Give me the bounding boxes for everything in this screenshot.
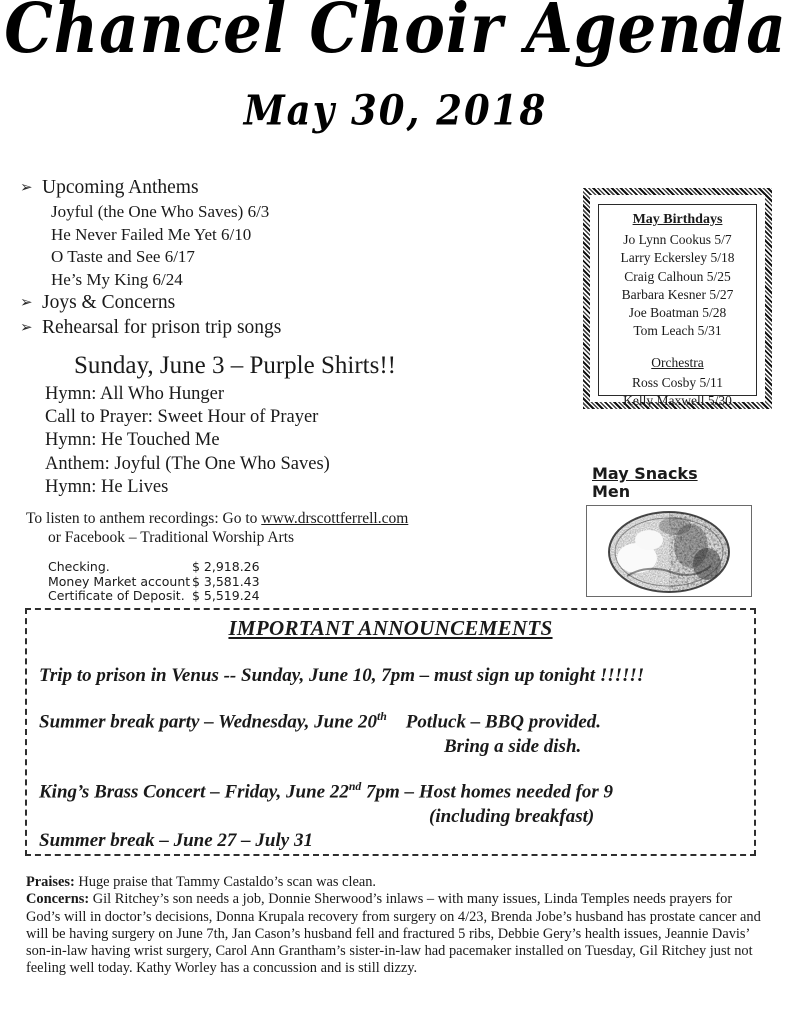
birthdays-box <box>583 188 772 409</box>
agenda-list <box>20 176 440 341</box>
orchestra-title: Orchestra <box>651 355 704 371</box>
service-order-item: Hymn: He Touched Me <box>45 430 220 451</box>
announcement-kings-brass-rest: 7pm – Host homes needed for 9 <box>361 781 614 803</box>
account-label: Certificate of Deposit. <box>48 588 185 604</box>
announcement-including-breakfast: (including breakfast) <box>429 806 595 827</box>
snacks-subtitle-text: Men <box>592 482 631 501</box>
agenda-item-upcoming-anthems <box>20 176 440 201</box>
table-row <box>48 589 282 604</box>
announcement-prison-trip: Trip to prison in Venus -- Sunday, June 10, 7pm – must sign up tonight !!!!!! <box>39 665 645 686</box>
arrow-bullet-icon: ➢ <box>20 295 33 311</box>
birthdays-content <box>598 204 757 408</box>
orchestra-entry: Ross Cosby 5/11 <box>631 374 724 390</box>
important-announcements-box <box>25 608 756 856</box>
agenda-item-joys-concerns <box>20 291 440 316</box>
birthday-entry: Joe Boatman 5/28 <box>628 305 727 321</box>
snacks-title-text: May Snacks <box>592 464 698 483</box>
page-date: May 30, 2018 <box>243 86 548 135</box>
birthdays-title: May Birthdays <box>632 212 723 227</box>
agenda-item-label: Rehearsal for prison trip songs <box>42 317 282 338</box>
account-amount: $ 5,519.24 <box>192 588 260 604</box>
birthday-entry: Larry Eckersley 5/18 <box>620 250 735 266</box>
plate-of-snacks-image <box>587 506 751 596</box>
anthem-item: Joyful (the One Who Saves) 6/3 <box>51 202 270 221</box>
announcement-summer-party-text: Summer break party – Wednesday, June 20 <box>39 711 377 733</box>
praises-text: Huge praise that Tammy Castaldo’s scan was clean. <box>74 874 377 890</box>
orchestra-entry: Kelly Maxwell 5/30 <box>623 392 732 408</box>
announcement-summer-break: Summer break – June 27 – July 31 <box>39 830 313 851</box>
anthem-item: He’s My King 6/24 <box>51 269 183 289</box>
concerns-label: Concerns: <box>26 891 90 908</box>
account-amount: $ 2,918.26 <box>192 559 260 574</box>
announcement-kings-brass <box>39 780 613 803</box>
arrow-bullet-icon: ➢ <box>20 320 33 336</box>
service-order-item: Call to Prayer: Sweet Hour of Prayer <box>45 407 319 428</box>
anthem-item: O Taste and See 6/17 <box>51 247 195 266</box>
page-title: Chancel Choir Agenda <box>4 0 787 70</box>
service-order-list <box>45 383 330 499</box>
recordings-prefix: To listen to anthem recordings: Go to <box>26 510 262 527</box>
birthday-entry: Barbara Kesner 5/27 <box>621 286 734 302</box>
service-order-item: Anthem: Joyful (The One Who Saves) <box>45 453 330 474</box>
agenda-item-label: Upcoming Anthems <box>42 177 199 198</box>
account-label: Checking. <box>48 559 110 574</box>
concerns-paragraph <box>26 891 766 977</box>
ordinal-suffix: th <box>376 710 387 723</box>
birthday-entry: Tom Leach 5/31 <box>633 323 722 339</box>
birthday-entry: Jo Lynn Cookus 5/7 <box>623 232 732 248</box>
agenda-item-rehearsal <box>20 316 440 341</box>
announcement-potluck-text: Potluck – BBQ provided. <box>405 711 602 733</box>
agenda-item-label: Joys & Concerns <box>42 292 176 313</box>
concerns-text: Gil Ritchey’s son needs a job, Donnie Sherwood’s inlaws – with many issues, Linda Temples needs prayers for God’s will in doctor’s decisions, Donna Krupala recovery from surgery on 4/23, Brenda Jobe’s husband has prostate cancer and will be having surgery on June 7th, Jan Cason’s husband fell and fractured 5 ribs, Debbie Gery’s health issues, Jeannie Davis’ son-in-law having wrist surgery, Carol Ann Grantham’s sister-in-law had pacemaker installed on Tuesday, Gil Ritchey just not feeling well today. Kathy Worley has a concussion and is still dizzy. <box>26 891 761 977</box>
recordings-note <box>26 509 408 547</box>
table-row <box>48 575 282 590</box>
account-label: Money Market account <box>48 573 191 589</box>
recordings-line-1 <box>26 509 408 528</box>
praises-label: Praises: <box>26 874 75 890</box>
anthem-recordings-link[interactable]: www.drscottferrell.com <box>261 510 409 527</box>
snacks-heading <box>592 465 698 501</box>
announcement-kings-brass-text: King’s Brass Concert – Friday, June 22 <box>39 781 349 803</box>
anthem-item: He Never Failed Me Yet 6/10 <box>51 224 252 244</box>
announcement-summer-party <box>39 710 601 733</box>
prayer-list <box>26 874 766 978</box>
arrow-bullet-icon: ➢ <box>20 180 33 196</box>
recordings-line-2: or Facebook – Traditional Worship Arts <box>48 529 295 546</box>
service-order-item: Hymn: All Who Hunger <box>45 384 224 404</box>
snacks-photo <box>586 505 752 597</box>
service-order-item: Hymn: He Lives <box>45 476 169 497</box>
table-row <box>48 560 282 575</box>
account-amount: $ 3,581.43 <box>192 573 260 589</box>
announcement-side-dish: Bring a side dish. <box>444 736 582 757</box>
service-heading: Sunday, June 3 – Purple Shirts!! <box>74 352 396 379</box>
praises-paragraph <box>26 874 766 891</box>
finance-summary-table <box>48 560 282 604</box>
announcements-title: IMPORTANT ANNOUNCEMENTS <box>228 616 553 640</box>
ordinal-suffix: nd <box>348 780 362 793</box>
birthday-entry: Craig Calhoun 5/25 <box>624 268 731 284</box>
